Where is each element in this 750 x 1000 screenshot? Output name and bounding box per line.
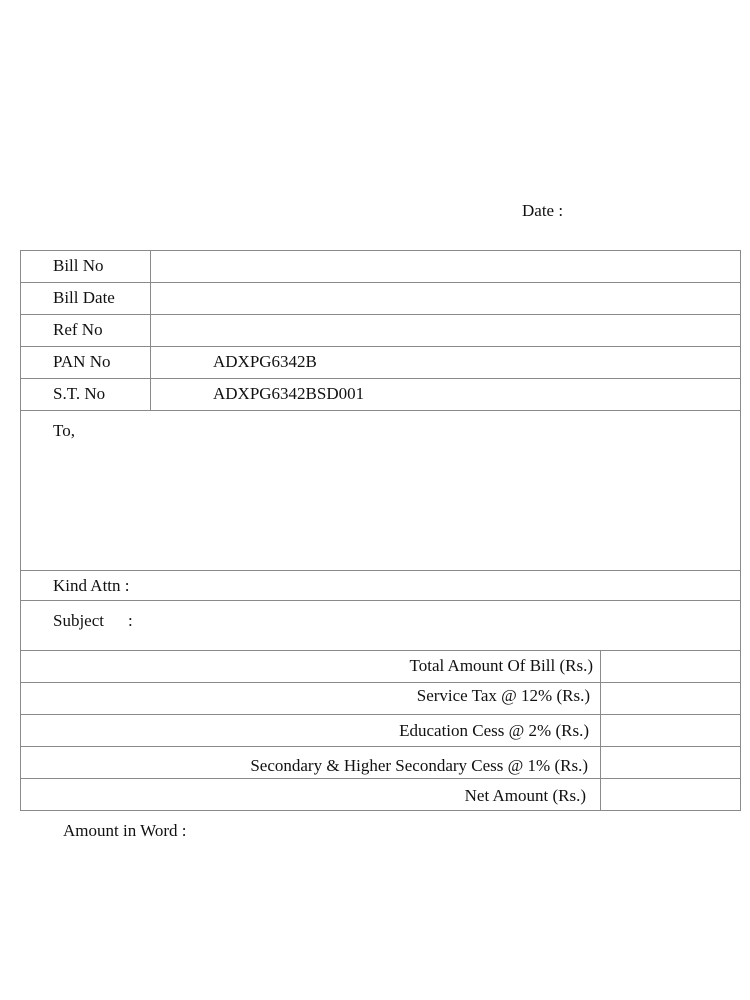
st-no-label: S.T. No [53, 384, 106, 403]
bill-no-label: Bill No [53, 256, 104, 275]
row-divider [20, 314, 741, 315]
subject-label: Subject [53, 611, 104, 630]
subject-colon: : [128, 611, 133, 630]
table-right-border [740, 250, 741, 811]
service-tax-label: Service Tax @ 12% (Rs.) [416, 686, 590, 705]
ref-no-label: Ref No [53, 320, 103, 339]
row-divider [20, 778, 741, 779]
row-divider [20, 346, 741, 347]
row-divider [20, 746, 741, 747]
table-top-border [20, 250, 741, 251]
bill-date-label: Bill Date [53, 288, 115, 307]
row-divider [20, 682, 741, 683]
table-left-border [20, 250, 21, 811]
row-divider [20, 570, 741, 571]
row-divider [20, 714, 741, 715]
pan-no-label: PAN No [53, 352, 111, 371]
net-amount-label: Net Amount (Rs.) [464, 786, 586, 805]
row-divider [20, 410, 741, 411]
education-cess-label: Education Cess @ 2% (Rs.) [399, 721, 589, 740]
amount-in-word-label: Amount in Word : [63, 821, 187, 840]
pan-no-value: ADXPG6342B [213, 352, 317, 371]
row-divider [20, 600, 741, 601]
totals-column-divider [600, 650, 601, 811]
kind-attn-label: Kind Attn : [53, 576, 130, 595]
row-divider [20, 282, 741, 283]
to-label: To, [53, 421, 75, 440]
table-bottom-border [20, 810, 741, 811]
details-column-divider [150, 250, 151, 411]
st-no-value: ADXPG6342BSD001 [213, 384, 365, 403]
total-amount-label: Total Amount Of Bill (Rs.) [409, 656, 593, 675]
row-divider [20, 650, 741, 651]
row-divider [20, 378, 741, 379]
date-label: Date : [522, 201, 564, 220]
secondary-cess-label: Secondary & Higher Secondary Cess @ 1% (Rs.) [250, 756, 588, 775]
